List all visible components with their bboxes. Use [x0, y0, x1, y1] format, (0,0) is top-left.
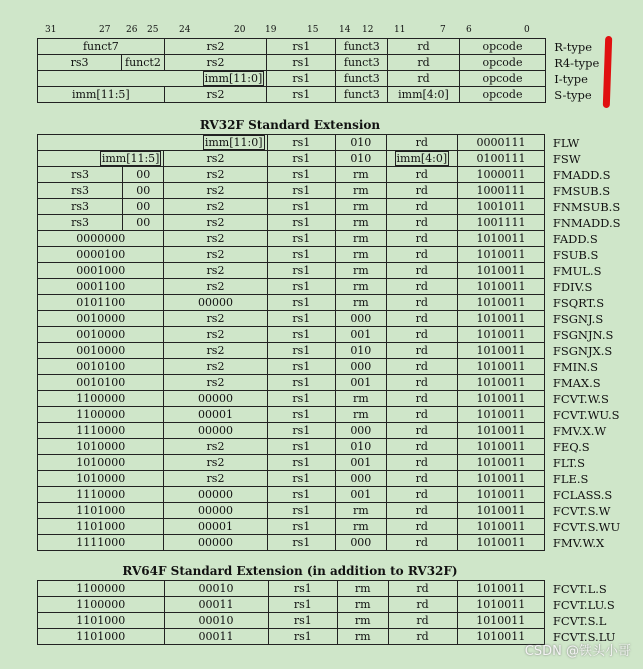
bit-label: 7: [440, 25, 446, 35]
bit-label: 14: [339, 25, 351, 35]
bit-label: 25: [147, 25, 159, 35]
table-row: rs3 00 rs2 rs1 rm rd 1001111 FNMADD.S: [38, 215, 643, 231]
instruction-name: FMV.W.X: [552, 535, 605, 550]
instruction-name: FEQ.S: [552, 439, 590, 454]
table-row: 1100000 00011 rs1 rm rd 1010011 FCVT.LU.S: [38, 597, 643, 613]
instruction-name: FSUB.S: [552, 247, 599, 262]
instruction-name: FCVT.LU.S: [552, 597, 615, 612]
table-row: 0010000 rs2 rs1 001 rd 1010011 FSGNJN.S: [38, 327, 643, 343]
table-row: 0001000 rs2 rs1 rm rd 1010011 FMUL.S: [38, 263, 643, 279]
bit-label: 11: [394, 25, 406, 35]
bit-label: 12: [362, 25, 374, 35]
instruction-name: FMAX.S: [552, 375, 601, 390]
formats-table: [37, 38, 643, 103]
rv64f-title: RV64F Standard Extension (in addition to RV32F): [122, 564, 458, 578]
table-row: rs3 00 rs2 rs1 rm rd 1000111 FMSUB.S: [38, 183, 643, 199]
table-row: 1110000 00000 rs1 000 rd 1010011 FMV.X.W: [38, 423, 643, 439]
table-row: rs3 00 rs2 rs1 rm rd 1001011 FNMSUB.S: [38, 199, 643, 215]
instruction-name: FCVT.S.L: [552, 613, 607, 628]
table-row: 0000000 rs2 rs1 rm rd 1010011 FADD.S: [38, 231, 643, 247]
format-name: S-type: [554, 87, 592, 102]
instruction-name: FNMSUB.S: [552, 199, 621, 214]
instruction-name: FNMADD.S: [552, 215, 621, 230]
table-row: 1010000 rs2 rs1 010 rd 1010011 FEQ.S: [38, 439, 643, 455]
table-row: 0010000 rs2 rs1 010 rd 1010011 FSGNJX.S: [38, 343, 643, 359]
format-name: I-type: [554, 71, 588, 86]
bit-label: 6: [466, 25, 472, 35]
instruction-name: FCVT.L.S: [552, 581, 607, 596]
bit-label: 24: [179, 25, 191, 35]
bit-label: 27: [99, 25, 111, 35]
rv32f-table: [37, 134, 643, 551]
bit-label: 15: [307, 25, 319, 35]
rv32f-title: RV32F Standard Extension: [199, 118, 381, 132]
instruction-name: FLT.S: [552, 455, 586, 470]
instruction-name: FSGNJN.S: [552, 327, 614, 342]
instruction-name: FDIV.S: [552, 279, 593, 294]
table-row: imm[11:0] rs1 010 rd 0000111 FLW: [38, 135, 643, 151]
bit-label: 20: [234, 25, 246, 35]
instruction-name: FLW: [552, 135, 580, 150]
table-row: 1100000 00000 rs1 rm rd 1010011 FCVT.W.S: [38, 391, 643, 407]
table-row: 1101000 00001 rs1 rm rd 1010011 FCVT.S.WU: [38, 519, 643, 535]
format-name: R4-type: [554, 55, 600, 70]
watermark: CSDN @铁头小哥: [524, 644, 631, 659]
bit-label: 31: [45, 25, 57, 35]
instruction-name: FSQRT.S: [552, 295, 605, 310]
table-row: 1010000 rs2 rs1 001 rd 1010011 FLT.S: [38, 455, 643, 471]
bit-label: 19: [265, 25, 277, 35]
instruction-name: FCLASS.S: [552, 487, 613, 502]
table-row: rs3 funct2 rs2 rs1 funct3 rd opcode R4-type: [38, 55, 643, 71]
table-row: 1101000 00010 rs1 rm rd 1010011 FCVT.S.L: [38, 613, 643, 629]
table-row: 0010100 rs2 rs1 001 rd 1010011 FMAX.S: [38, 375, 643, 391]
table-row: 1100000 00001 rs1 rm rd 1010011 FCVT.WU.S: [38, 407, 643, 423]
table-row: 1101000 00011 rs1 rm rd 1010011 FCVT.S.LU: [38, 629, 643, 645]
bit-label: 0: [524, 25, 530, 35]
instruction-name: FMADD.S: [552, 167, 611, 182]
instruction-name: FLE.S: [552, 471, 589, 486]
table-row: 1100000 00010 rs1 rm rd 1010011 FCVT.L.S: [38, 581, 643, 597]
format-name: R-type: [554, 39, 593, 54]
instruction-name: FCVT.W.S: [552, 391, 609, 406]
instruction-name: FCVT.S.LU: [552, 629, 616, 644]
table-row: imm[11:0] rs1 funct3 rd opcode I-type: [38, 71, 643, 87]
instruction-name: FSGNJ.S: [552, 311, 604, 326]
table-row: 1110000 00000 rs1 001 rd 1010011 FCLASS.S: [38, 487, 643, 503]
table-row: 0101100 00000 rs1 rm rd 1010011 FSQRT.S: [38, 295, 643, 311]
instruction-name: FMUL.S: [552, 263, 602, 278]
table-row: funct7 rs2 rs1 funct3 rd opcode R-type: [38, 39, 643, 55]
table-row: imm[11:5] rs2 rs1 010 imm[4:0] 0100111 FSW: [38, 151, 643, 167]
instruction-name: FCVT.WU.S: [552, 407, 620, 422]
instruction-name: FMSUB.S: [552, 183, 611, 198]
bit-label: 26: [126, 25, 138, 35]
instruction-name: FMIN.S: [552, 359, 599, 374]
rv64f-table: [37, 580, 643, 645]
instruction-name: FADD.S: [552, 231, 598, 246]
table-row: 0000100 rs2 rs1 rm rd 1010011 FSUB.S: [38, 247, 643, 263]
instruction-name: FSW: [552, 151, 581, 166]
instruction-name: FMV.X.W: [552, 423, 607, 438]
table-row: 0010100 rs2 rs1 000 rd 1010011 FMIN.S: [38, 359, 643, 375]
table-row: 1010000 rs2 rs1 000 rd 1010011 FLE.S: [38, 471, 643, 487]
table-row: 0010000 rs2 rs1 000 rd 1010011 FSGNJ.S: [38, 311, 643, 327]
table-row: 1101000 00000 rs1 rm rd 1010011 FCVT.S.W: [38, 503, 643, 519]
instruction-name: FCVT.S.W: [552, 503, 611, 518]
table-row: 0001100 rs2 rs1 rm rd 1010011 FDIV.S: [38, 279, 643, 295]
table-row: 1111000 00000 rs1 000 rd 1010011 FMV.W.X: [38, 535, 643, 551]
bit-position-header: [0, 25, 643, 37]
instruction-name: FCVT.S.WU: [552, 519, 621, 534]
table-row: imm[11:5] rs2 rs1 funct3 imm[4:0] opcode S-type: [38, 87, 643, 103]
table-row: rs3 00 rs2 rs1 rm rd 1000011 FMADD.S: [38, 167, 643, 183]
instruction-name: FSGNJX.S: [552, 343, 613, 358]
